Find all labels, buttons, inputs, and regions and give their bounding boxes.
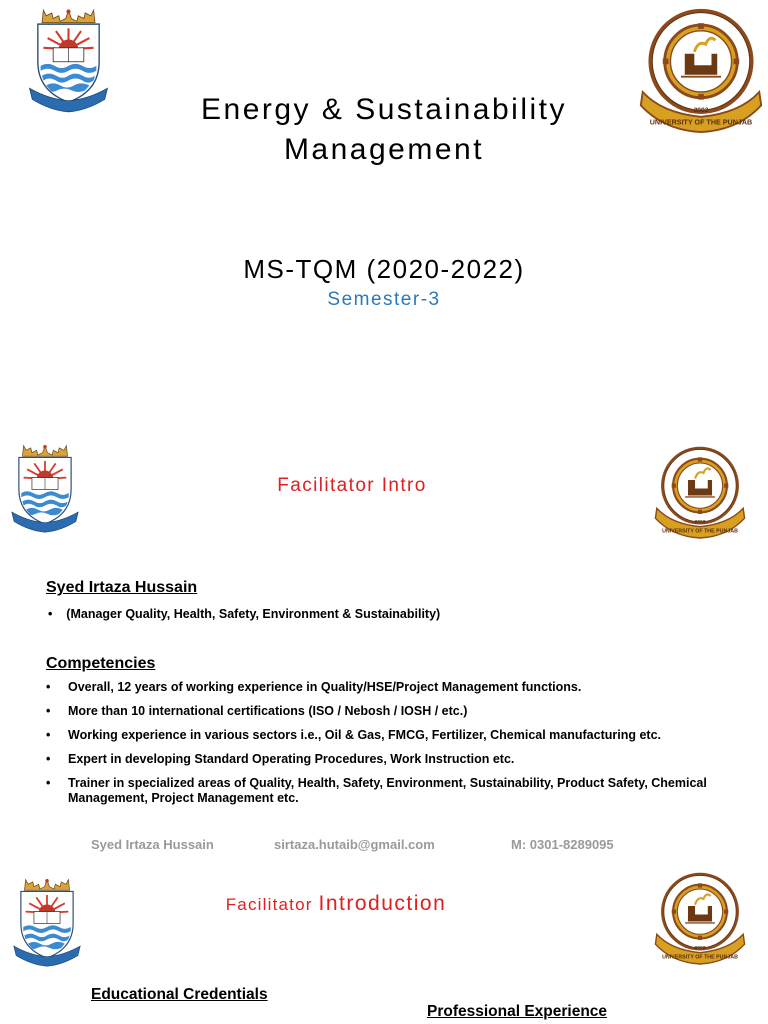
competencies-list xyxy=(46,680,726,815)
seal-bottom-text: UNIVERSITY OF THE PUNJAB xyxy=(662,954,738,961)
seal-year: 2002 xyxy=(694,520,706,526)
list-item: • Trainer in specialized areas of Quality, Health, Safety, Environment, Sustainability, Product Safety, Chemical Management, Project Management etc. xyxy=(46,776,726,806)
title-line-1: Energy & Sustainability xyxy=(201,93,567,126)
institute-seal-icon xyxy=(654,870,746,966)
seal-bottom-text: UNIVERSITY OF THE PUNJAB xyxy=(649,118,753,127)
bullet: • xyxy=(48,607,53,621)
seal-year: 2002 xyxy=(693,107,709,115)
facilitator-name: Syed Irtaza Hussain xyxy=(46,579,198,596)
facilitator-intro-slide xyxy=(0,432,768,860)
semester-label: Semester-3 xyxy=(327,289,441,310)
list-item: • Overall, 12 years of working experience in Quality/HSE/Project Management functions. xyxy=(46,680,726,695)
facilitator-introduction-slide xyxy=(0,862,768,1024)
seal-bottom-text: UNIVERSITY OF THE PUNJAB xyxy=(662,528,738,535)
slide-heading xyxy=(0,892,672,916)
seal-year: 2002 xyxy=(694,946,706,952)
facilitator-role xyxy=(48,607,440,621)
program-label: MS-TQM (2020-2022) xyxy=(243,254,525,284)
role-text: (Manager Quality, Health, Safety, Environment & Sustainability) xyxy=(66,607,441,621)
footer-name: Syed Irtaza Hussain xyxy=(91,837,214,852)
list-item: • Expert in developing Standard Operating Procedures, Work Instruction etc. xyxy=(46,752,726,767)
list-item: • Working experience in various sectors i.e., Oil & Gas, FMCG, Fertilizer, Chemical manufacturing etc. xyxy=(46,728,726,743)
title-slide xyxy=(0,0,768,420)
university-crest-icon xyxy=(12,876,82,968)
slide-heading: Facilitator Intro xyxy=(277,475,427,496)
list-item: • More than 10 international certifications (ISO / Nebosh / IOSH / etc.) xyxy=(46,704,726,719)
footer-email: sirtaza.hutaib@gmail.com xyxy=(274,837,435,852)
title-line-2: Management xyxy=(283,133,485,166)
heading-part-1: Facilitator xyxy=(225,895,319,914)
heading-part-2: Introduction xyxy=(318,892,447,915)
presentation-title xyxy=(0,90,768,170)
footer-phone: M: 0301-8289095 xyxy=(511,837,614,852)
competencies-heading: Competencies xyxy=(46,655,156,672)
education-heading: Educational Credentials xyxy=(91,986,268,1003)
experience-heading: Professional Experience xyxy=(427,1003,608,1020)
